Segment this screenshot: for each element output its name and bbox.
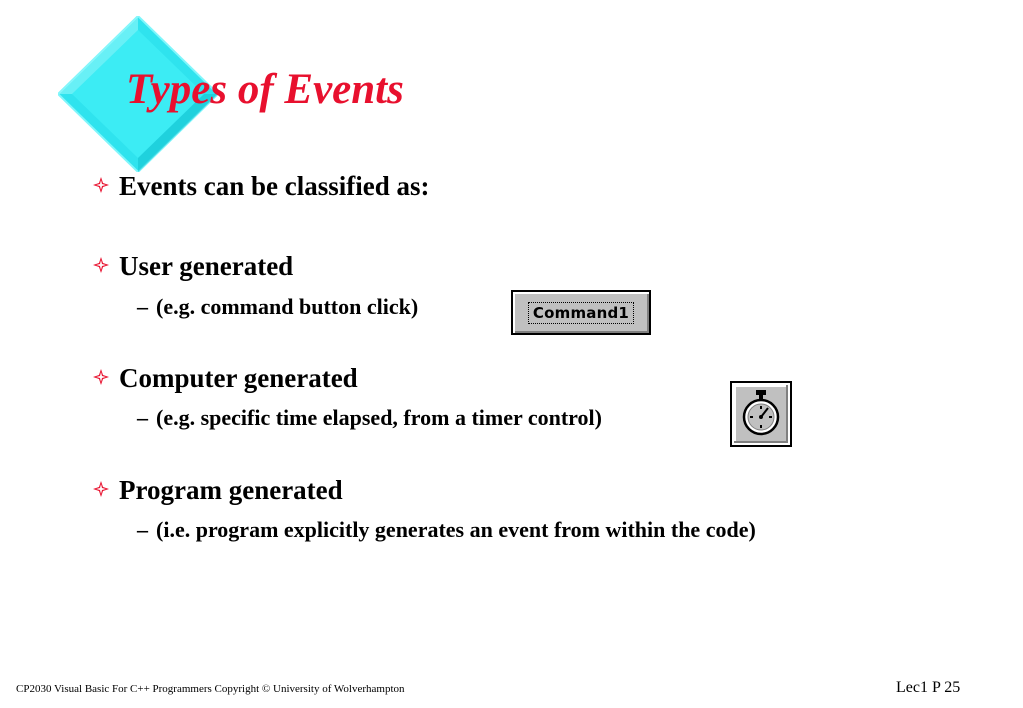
diamond-bullet-icon [93, 177, 109, 193]
bullet-item [93, 173, 430, 200]
footer-page-number: Lec1 P 25 [896, 679, 961, 696]
bullet-text: Computer generated [119, 363, 358, 393]
sub-bullet-item [137, 519, 756, 541]
command-button[interactable] [511, 290, 651, 335]
sub-bullet-item [137, 407, 602, 429]
diamond-bullet-icon [93, 257, 109, 273]
diamond-bullet-icon [93, 369, 109, 385]
diamond-bullet-icon [93, 481, 109, 497]
bullet-item [93, 365, 358, 392]
footer-course-info: CP2030 Visual Basic For C++ Programmers Copyright © University of Wolverhampton [16, 683, 405, 695]
sub-bullet-text: (e.g. command button click) [156, 294, 419, 319]
bullet-text: Events can be classified as: [119, 171, 430, 201]
bullet-text: Program generated [119, 475, 343, 505]
slide-title: Types of Events [126, 66, 404, 113]
sub-bullet-item [137, 296, 418, 318]
stopwatch-icon [727, 379, 795, 449]
sub-bullet-dash: – [137, 405, 148, 430]
sub-bullet-text: (i.e. program explicitly generates an event from within the code) [156, 517, 756, 542]
command-button-label: Command1 [528, 302, 634, 324]
bullet-item [93, 253, 293, 280]
sub-bullet-text: (e.g. specific time elapsed, from a timer control) [156, 405, 602, 430]
bullet-item [93, 477, 343, 504]
bullet-text: User generated [119, 251, 294, 281]
sub-bullet-dash: – [137, 517, 148, 542]
sub-bullet-dash: – [137, 294, 148, 319]
